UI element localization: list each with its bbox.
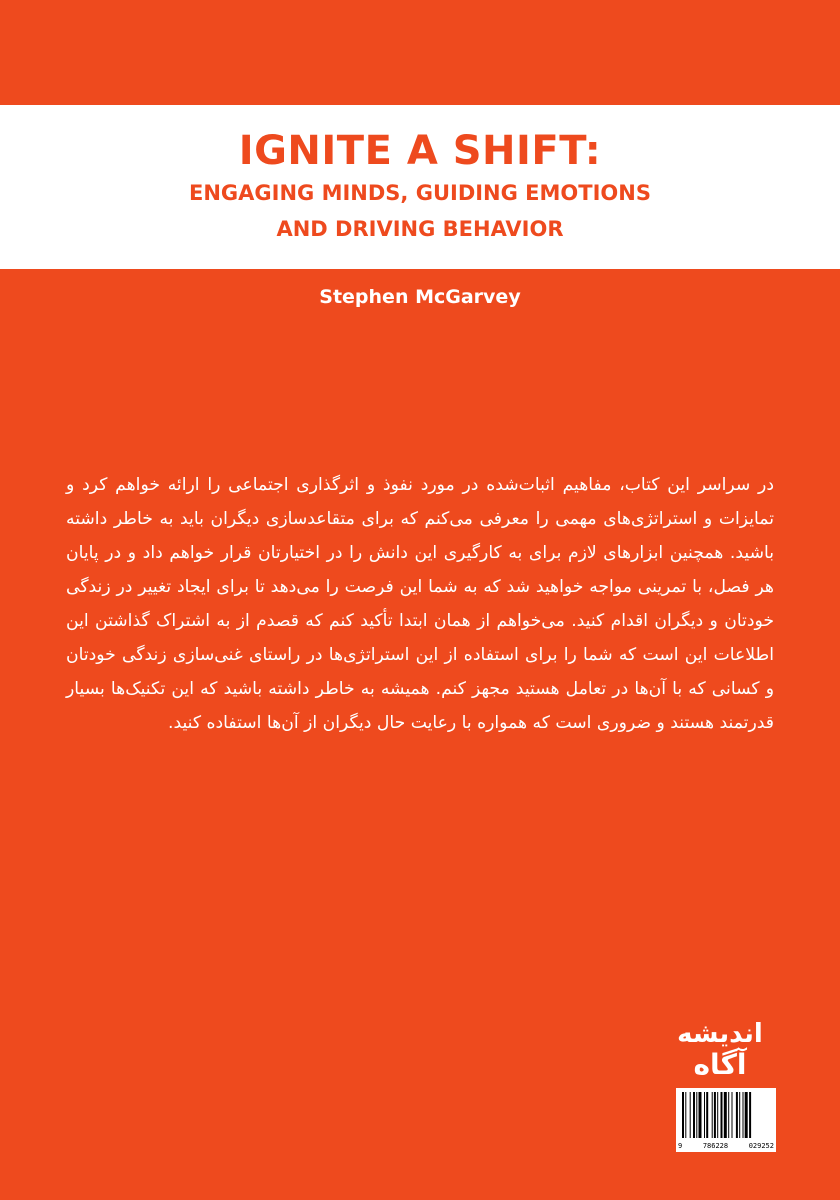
book-title: IGNITE A SHIFT:	[238, 128, 602, 174]
title-band	[0, 105, 840, 269]
barcode-bar	[712, 1092, 713, 1138]
barcode-digits-group1: 786228	[702, 1142, 729, 1150]
barcode-digits	[678, 1142, 774, 1150]
publisher-logo-line2: آگاه	[693, 1048, 747, 1081]
barcode-digit-first: 9	[678, 1142, 683, 1150]
author-name: Stephen McGarvey	[319, 286, 521, 308]
barcode-bars-icon	[682, 1092, 770, 1138]
barcode	[676, 1088, 776, 1152]
barcode-bar	[736, 1092, 738, 1138]
barcode-bar	[704, 1092, 705, 1138]
barcode-bar	[685, 1092, 686, 1138]
barcode-bar	[745, 1092, 748, 1138]
publisher-logo-line1: اندیشه	[677, 1019, 763, 1049]
barcode-bar	[721, 1092, 723, 1138]
barcode-bar	[699, 1092, 702, 1138]
barcode-bar	[728, 1092, 729, 1138]
barcode-bar	[732, 1092, 733, 1138]
barcode-bar	[693, 1092, 695, 1138]
book-subtitle-line1: ENGAGING MINDS, GUIDING EMOTIONS	[189, 181, 651, 205]
barcode-digits-group2: 029252	[748, 1142, 774, 1150]
barcode-bar	[714, 1092, 716, 1138]
barcode-bar	[706, 1092, 708, 1138]
barcode-bar	[739, 1092, 740, 1138]
barcode-bar	[717, 1092, 718, 1138]
barcode-bar	[724, 1092, 727, 1138]
book-subtitle-line2: AND DRIVING BEHAVIOR	[276, 217, 564, 241]
barcode-bar	[743, 1092, 744, 1138]
book-description: در سراسر این کتاب، مفاهیم اثبات‌شده در مورد نفوذ و اثرگذاری اجتماعی را ارائه خواهم کرد و تمایزات و استراتژی‌های مهمی را معرفی می‌کنم که برای متقاعدسازی دیگران باید به خاطر داشته باشید. همچنین ابزارهای لازم برای به کارگیری این دانش را در اختیارتان قرار خواهم داد و در پایان هر فصل، با تمرینی مواجه خواهید شد که به شما این فرصت را می‌دهد تا برای ایجاد تغییر در زندگی خودتان و دیگران اقدام کنید. می‌خواهم از همان ابتدا تأکید کنم که قصدم از به اشتراک گذاشتن این اطلاعات این است که شما را برای استفاده از این استراتژی‌ها در راستای غنی‌سازی زندگی خودتان و کسانی که با آن‌ها در تعامل هستید مجهز کنم. همیشه به خاطر داشته باشید که این تکنیک‌ها بسیار قدرتمند هستند و ضروری است که همواره با رعایت حال دیگران از آن‌ها استفاده کنید.	[66, 475, 774, 733]
barcode-bar	[690, 1092, 691, 1138]
barcode-bar	[682, 1092, 684, 1138]
barcode-bar	[696, 1092, 697, 1138]
barcode-bar	[749, 1092, 751, 1138]
publisher-logo	[664, 1018, 776, 1082]
